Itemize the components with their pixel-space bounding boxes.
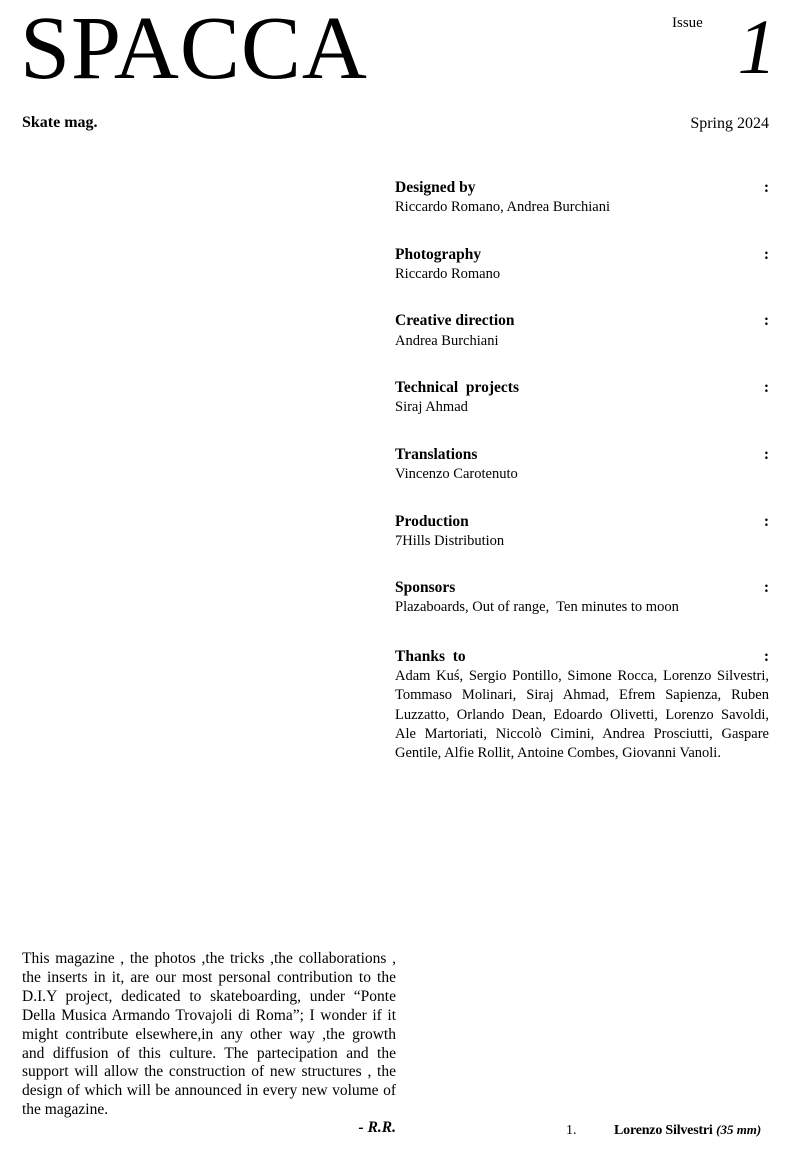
credit-names: Andrea Burchiani bbox=[395, 332, 499, 349]
credit-colon: : bbox=[763, 312, 769, 330]
editorial-signature: - R.R. bbox=[358, 1119, 396, 1136]
credit-colon: : bbox=[763, 245, 769, 263]
credit-names: Vincenzo Carotenuto bbox=[395, 465, 518, 482]
credit-block-photography bbox=[395, 245, 769, 285]
credit-colon: : bbox=[763, 445, 769, 463]
credit-block-sponsors bbox=[395, 578, 769, 618]
credit-block-creative-direction bbox=[395, 311, 769, 351]
credit-heading: Translations bbox=[395, 445, 478, 463]
credit-colon: : bbox=[763, 179, 769, 196]
credit-heading: Sponsors bbox=[395, 579, 456, 597]
credit-names: Plazaboards, Out of range, Ten minutes to moon bbox=[395, 599, 679, 616]
credit-heading: Designed by bbox=[395, 179, 476, 196]
credit-block-designed-by bbox=[395, 178, 769, 218]
credit-block-thanks-to bbox=[395, 647, 769, 764]
credit-heading: Production bbox=[395, 512, 469, 530]
credits-column bbox=[395, 178, 769, 790]
credit-heading: Technical projects bbox=[395, 379, 519, 397]
credit-colon: : bbox=[763, 512, 769, 530]
credit-block-technical-projects bbox=[395, 378, 769, 418]
credit-heading: Photography bbox=[395, 245, 482, 263]
credit-colon: : bbox=[763, 379, 769, 397]
credit-colon: : bbox=[763, 647, 769, 665]
credit-names: Adam Kuś, Sergio Pontillo, Simone Rocca, Lorenzo Silvestri, Tommaso Molinari, Siraj Ahmad, Efrem Sapienza, Ruben Luzzatto, Orlando Dean, Edoardo Olivetti, Lorenzo Savoldi, Ale Martoriati, Niccolò Cimini, Andrea Prosciutti, Gaspare Gentile, Alfie Rollit, Antoine Combes, Giovanni Vanoli. bbox=[395, 668, 769, 762]
credit-block-production bbox=[395, 512, 769, 552]
credit-colon: : bbox=[763, 579, 769, 597]
caption-index: 1. bbox=[566, 1123, 577, 1138]
masthead-title: SPACCA bbox=[20, 0, 368, 98]
caption-photographer: Lorenzo Silvestri bbox=[614, 1123, 713, 1138]
photo-caption bbox=[566, 1123, 761, 1138]
credit-names: Siraj Ahmad bbox=[395, 399, 468, 416]
caption-film-format: (35 mm) bbox=[716, 1122, 762, 1137]
issue-date: Spring 2024 bbox=[690, 115, 769, 132]
masthead-subtitle: Skate mag. bbox=[22, 114, 98, 131]
credit-names: 7Hills Distribution bbox=[395, 532, 505, 549]
credit-names: Riccardo Romano, Andrea Burchiani bbox=[395, 199, 611, 216]
issue-number: 1 bbox=[737, 3, 777, 90]
credit-block-translations bbox=[395, 445, 769, 485]
editorial-paragraph: This magazine , the photos ,the tricks ,the collaborations , the inserts in it, are our most personal contribution to the D.I.Y project, dedicated to skateboarding, under “Ponte Della Musica Armando Trovajoli di Roma”; I wonder if it might contribute elsewhere,in any other way ,the growth and diffusion of this culture. The partecipation and the support will allow the construction of new structures , the design of which will be announced in every new volume of the magazine. bbox=[22, 950, 396, 1119]
credit-heading: Thanks to bbox=[395, 647, 466, 665]
credit-names: Riccardo Romano bbox=[395, 265, 501, 282]
credit-heading: Creative direction bbox=[395, 312, 515, 330]
issue-label: Issue bbox=[672, 15, 703, 31]
